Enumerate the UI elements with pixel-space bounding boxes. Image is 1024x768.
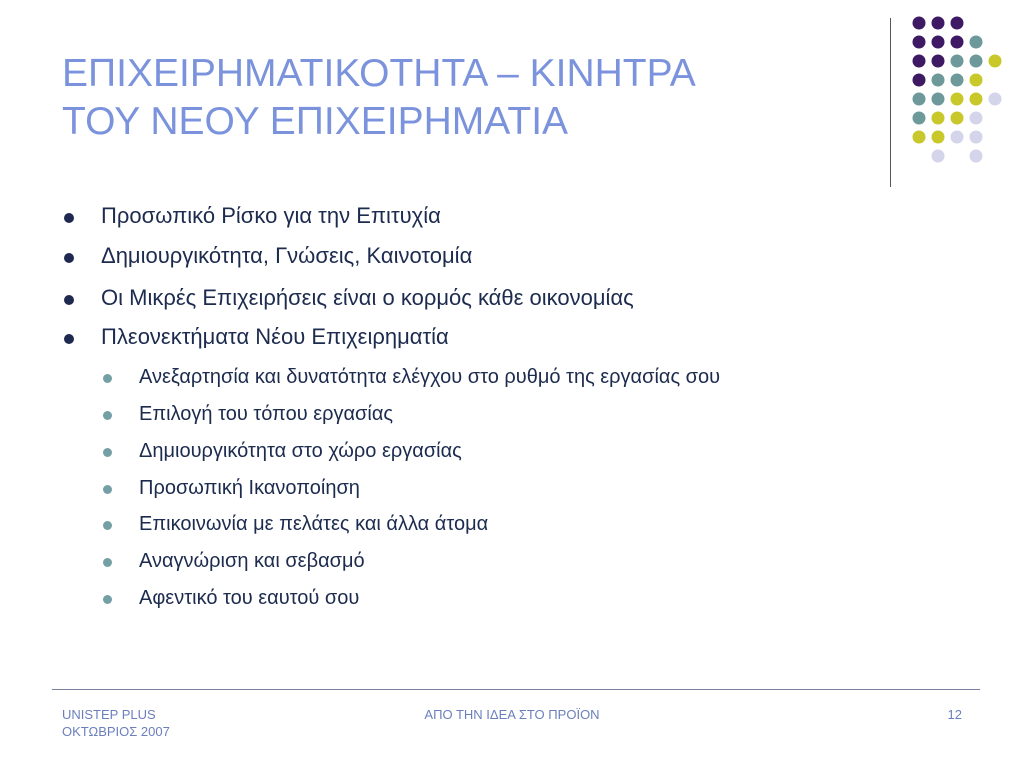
- decorative-dot: [951, 17, 964, 30]
- sub-list-item-text: Ανεξαρτησία και δυνατότητα ελέγχου στο ρυθμό της εργασίας σου: [139, 366, 721, 388]
- decorative-dot: [932, 36, 945, 49]
- list-item: [101, 324, 449, 350]
- sub-bullet-icon: [103, 448, 112, 457]
- decorative-dot: [932, 74, 945, 87]
- decorative-divider-line: [890, 18, 891, 187]
- sub-list-item-text: Δημιουργικότητα στο χώρο εργασίας: [139, 440, 462, 462]
- sub-list-item: [139, 403, 393, 426]
- decorative-dot: [970, 150, 983, 163]
- decorative-dot: [913, 17, 926, 30]
- footer-organization: UNISTEP PLUS: [62, 707, 156, 722]
- sub-list-item-text: Αναγνώριση και σεβασμό: [139, 550, 365, 572]
- bullet-icon: [64, 253, 74, 263]
- list-item-text: Δημιουργικότητα, Γνώσεις, Καινοτομία: [101, 243, 473, 268]
- decorative-dot: [913, 36, 926, 49]
- slide-title-line-1: ΕΠΙΧΕΙΡΗΜΑΤΙΚΟΤΗΤΑ – ΚΙΝΗΤΡΑ: [62, 52, 696, 95]
- sub-list-item-text: Προσωπική Ικανοποίηση: [139, 477, 360, 499]
- decorative-dot: [989, 93, 1002, 106]
- footer-date: ΟΚΤΩΒΡΙΟΣ 2007: [62, 724, 170, 739]
- decorative-dot: [932, 55, 945, 68]
- decorative-dot: [951, 131, 964, 144]
- slide-title: [62, 50, 862, 146]
- sub-list-item-text: Αφεντικό του εαυτού σου: [139, 587, 360, 609]
- sub-list-item: [139, 366, 720, 389]
- decorative-dot: [932, 150, 945, 163]
- decorative-dot: [951, 74, 964, 87]
- bullet-icon: [64, 334, 74, 344]
- sub-list-item: [139, 550, 365, 573]
- sub-list-item-text: Επιλογή του τόπου εργασίας: [139, 403, 394, 425]
- decorative-dot: [951, 36, 964, 49]
- footer-divider: [52, 689, 980, 690]
- bullet-icon: [64, 213, 74, 223]
- decorative-dot: [932, 17, 945, 30]
- list-item: [101, 243, 472, 269]
- decorative-dot: [913, 112, 926, 125]
- decorative-dot: [951, 55, 964, 68]
- page-number: 12: [947, 707, 962, 722]
- sub-list-item: [139, 440, 462, 463]
- sub-bullet-icon: [103, 521, 112, 530]
- list-item-text: Προσωπικό Ρίσκο για την Επιτυχία: [101, 203, 441, 228]
- sub-bullet-icon: [103, 558, 112, 567]
- sub-bullet-icon: [103, 411, 112, 420]
- bullet-icon: [64, 295, 74, 305]
- footer-center: ΑΠΟ ΤΗΝ ΙΔΕΑ ΣΤΟ ΠΡΟΪΟΝ: [424, 707, 600, 722]
- decorative-dot: [970, 112, 983, 125]
- decorative-dot: [970, 74, 983, 87]
- sub-bullet-icon: [103, 595, 112, 604]
- decorative-dot: [951, 112, 964, 125]
- decorative-dot: [951, 93, 964, 106]
- decorative-dot: [932, 131, 945, 144]
- decorative-dot: [970, 131, 983, 144]
- sub-list-item: [139, 513, 488, 536]
- decorative-dot: [913, 74, 926, 87]
- list-item-text: Πλεονεκτήματα Νέου Επιχειρηματία: [101, 324, 449, 349]
- list-item: [101, 203, 441, 229]
- sub-bullet-icon: [103, 374, 112, 383]
- decorative-dot: [989, 55, 1002, 68]
- sub-list-item: [139, 587, 359, 610]
- decorative-dot: [970, 55, 983, 68]
- decorative-dot: [932, 112, 945, 125]
- decorative-dot: [913, 93, 926, 106]
- sub-list-item-text: Επικοινωνία με πελάτες και άλλα άτομα: [139, 513, 489, 535]
- list-item-text: Οι Μικρές Επιχειρήσεις είναι ο κορμός κάθε οικονομίας: [101, 285, 634, 310]
- decorative-dot: [970, 36, 983, 49]
- decorative-dot: [970, 93, 983, 106]
- decorative-dot: [913, 131, 926, 144]
- sub-list-item: [139, 477, 360, 500]
- slide-title-line-2: ΤΟΥ ΝΕΟΥ ΕΠΙΧΕΙΡΗΜΑΤΙΑ: [62, 100, 569, 143]
- list-item: [101, 285, 634, 311]
- decorative-dot: [932, 93, 945, 106]
- sub-bullet-icon: [103, 485, 112, 494]
- decorative-dot: [913, 55, 926, 68]
